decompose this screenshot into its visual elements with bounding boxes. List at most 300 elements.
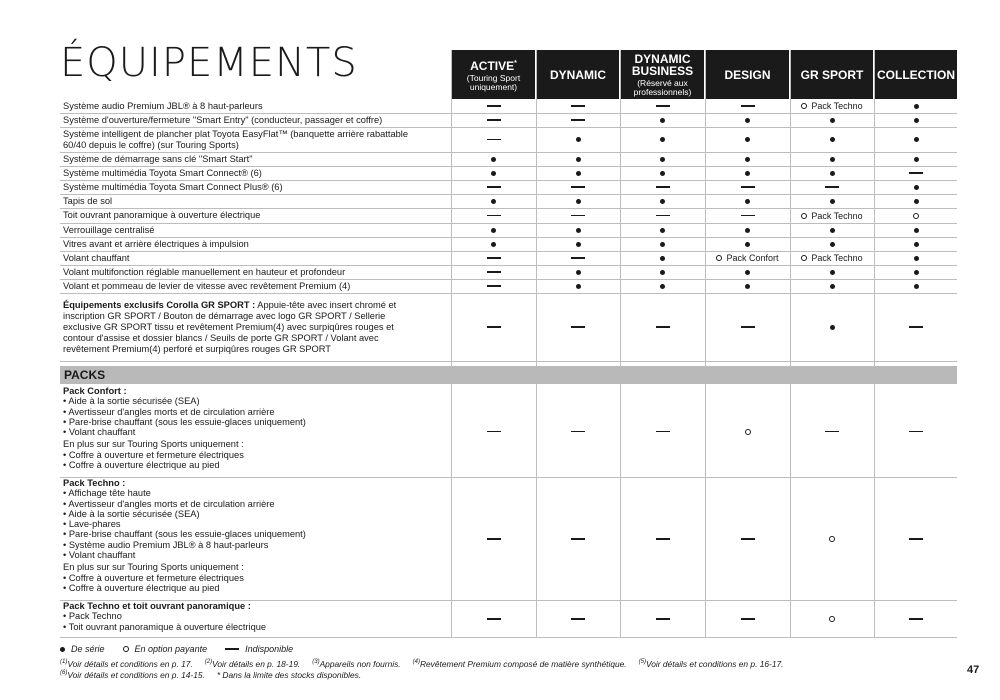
- dash-icon: [571, 618, 585, 620]
- filled-dot-icon: [745, 284, 750, 289]
- filled-dot-icon: [576, 270, 581, 275]
- filled-dot-icon: [914, 199, 919, 204]
- column-header: [791, 50, 873, 99]
- filled-dot-icon: [745, 157, 750, 162]
- dash-icon: [487, 186, 501, 188]
- dash-icon: [825, 186, 839, 188]
- column-header: [706, 50, 789, 99]
- column-name: [724, 69, 770, 81]
- table-cell: [706, 386, 789, 477]
- table-cell: [791, 127, 873, 152]
- dash-icon: [571, 538, 585, 540]
- dash-icon: [487, 105, 501, 107]
- dash-icon: [487, 326, 501, 328]
- table-cell: [621, 113, 704, 127]
- ring-icon: [123, 646, 129, 652]
- pack-title: Pack Techno :: [63, 478, 126, 488]
- filled-dot-icon: [745, 118, 750, 123]
- filled-dot-icon: [830, 325, 835, 330]
- pack-item: • Système audio Premium JBL® à 8 haut-parleurs: [63, 539, 269, 550]
- dash-icon: [487, 139, 501, 141]
- pack-row: [60, 478, 957, 601]
- table-cell: [706, 265, 789, 279]
- option-label: [801, 253, 862, 263]
- dash-icon: [741, 105, 755, 107]
- row-label: [63, 127, 423, 152]
- footnotes-line: [60, 670, 373, 680]
- table-cell: [875, 265, 957, 279]
- filled-dot-icon: [576, 199, 581, 204]
- dash-icon: [656, 326, 670, 328]
- dash-icon: [571, 119, 585, 121]
- table-cell: [537, 127, 619, 152]
- table-cell: [791, 293, 873, 361]
- pack-extra-title: En plus sur sur Touring Sports uniquement :: [63, 562, 244, 573]
- table-cell: [537, 113, 619, 127]
- table-cell: [452, 293, 535, 361]
- footnote-number: (4): [412, 659, 420, 666]
- pack-item: • Avertisseur d'angles morts et de circulation arrière: [63, 498, 275, 509]
- ring-icon: [716, 255, 722, 261]
- filled-dot-icon: [745, 137, 750, 142]
- pack-item: • Toit ouvrant panoramique à ouverture électrique: [63, 621, 267, 632]
- footnote-number: (1): [60, 659, 68, 666]
- filled-dot-icon: [745, 228, 750, 233]
- footnote-number: (3): [312, 659, 320, 666]
- table-cell: [791, 152, 873, 166]
- column-header: [621, 50, 704, 99]
- row-label: [63, 251, 423, 265]
- row-label: [63, 166, 423, 180]
- filled-dot-icon: [660, 157, 665, 162]
- dash-icon: [909, 618, 923, 620]
- table-cell: [875, 386, 957, 477]
- pack-extra-item: • Coffre à ouverture et fermeture électriques: [63, 572, 244, 583]
- ring-icon: [829, 616, 835, 622]
- table-cell: [706, 113, 789, 127]
- filled-dot-icon: [491, 199, 496, 204]
- filled-dot-icon: [914, 270, 919, 275]
- table-cell: [537, 279, 619, 293]
- table-cell: [875, 166, 957, 180]
- ring-icon: [801, 103, 807, 109]
- table-cell: [621, 152, 704, 166]
- row-label-text: Verrouillage centralisé: [63, 224, 155, 235]
- row-label: [63, 265, 423, 279]
- table-cell: [537, 194, 619, 208]
- column-subtitle: (Réservé aux professionnels): [633, 77, 692, 97]
- table-row: [60, 127, 957, 153]
- row-label: [63, 152, 423, 166]
- dash-icon: [225, 648, 239, 650]
- filled-dot-icon: [660, 199, 665, 204]
- table-cell: [452, 113, 535, 127]
- filled-dot-icon: [660, 137, 665, 142]
- footnote: $^{(2)}$Voir détails en p. 18-19.: [204, 659, 301, 669]
- row-label-bold: Équipements exclusifs Corolla GR SPORT :: [63, 299, 256, 310]
- table-cell: [706, 237, 789, 251]
- filled-dot-icon: [576, 242, 581, 247]
- table-cell: [875, 601, 957, 637]
- row-label-text: Volant et pommeau de levier de vitesse avec revêtement Premium (4): [63, 280, 351, 291]
- table-cell: [537, 99, 619, 113]
- page-number: 47: [967, 664, 980, 676]
- filled-dot-icon: [830, 199, 835, 204]
- table-cell: [452, 223, 535, 237]
- footnote: $^{(4)}$Revêtement Premium composé de matière synthétique.: [412, 659, 627, 669]
- table-row: [60, 265, 957, 280]
- column-name: [550, 69, 606, 81]
- dash-icon: [909, 326, 923, 328]
- column-header: [875, 50, 957, 99]
- table-cell: [875, 293, 957, 361]
- table-row: [60, 279, 957, 294]
- pack-extra-item: • Coffre à ouverture électrique au pied: [63, 582, 220, 593]
- dash-icon: [571, 257, 585, 259]
- table-cell: [621, 386, 704, 477]
- pack-item: • Pack Techno: [63, 611, 122, 622]
- table-cell: [452, 386, 535, 477]
- pack-item: • Aide à la sortie sécurisée (SEA): [63, 396, 200, 407]
- table-cell: [452, 251, 535, 265]
- table-cell: [621, 208, 704, 223]
- table-cell: [791, 113, 873, 127]
- table-cell: [621, 223, 704, 237]
- dash-icon: [656, 538, 670, 540]
- pack-row: [60, 386, 957, 478]
- column-name-text: ACTIVE: [470, 58, 515, 73]
- table-cell: [621, 265, 704, 279]
- table-cell: [537, 251, 619, 265]
- dash-icon: [741, 618, 755, 620]
- table-cell: [537, 478, 619, 600]
- column-name-text: DYNAMIC BUSINESS: [631, 51, 694, 78]
- table-cell: [706, 601, 789, 637]
- table-row: [60, 237, 957, 252]
- ring-icon: [801, 213, 807, 219]
- table-row: [60, 180, 957, 195]
- filled-dot-icon: [914, 242, 919, 247]
- filled-dot-icon: [745, 242, 750, 247]
- filled-dot-icon: [576, 284, 581, 289]
- pack-item: • Volant chauffant: [63, 550, 136, 561]
- table-cell: [875, 208, 957, 223]
- table-cell: [452, 478, 535, 600]
- filled-dot-icon: [745, 199, 750, 204]
- row-label-text: Système multimédia Toyota Smart Connect® (6): [63, 167, 262, 178]
- row-label-text: Équipements exclusifs Corolla GR SPORT : Appuie-tête avec insert chromé et inscription GR SPORT / Bouton de démarrage avec logo GR SPORT / Sellerie exclusive GR SPORT tissu et revêtement Premium(4) avec surpiqûres rouges et contour d'assise et dossier blancs / Seuils de porte GR SPORT / Volant avec revêtement Premium(4) perforé et surpiqûres rouges GR SPORT: [63, 299, 397, 354]
- dash-icon: [571, 105, 585, 107]
- filled-dot-icon: [830, 137, 835, 142]
- table-cell: [875, 478, 957, 600]
- dash-icon: [741, 326, 755, 328]
- filled-dot-icon: [660, 256, 665, 261]
- pack-title: Pack Confort :: [63, 386, 127, 396]
- table-cell: [452, 601, 535, 637]
- table-cell: [621, 601, 704, 637]
- dash-icon: [909, 538, 923, 540]
- table-cell: [621, 99, 704, 113]
- dash-icon: [656, 186, 670, 188]
- table-cell: [791, 279, 873, 293]
- dash-icon: [656, 431, 670, 433]
- row-label-text: Vitres avant et arrière électriques à impulsion: [63, 238, 249, 249]
- table-row: [60, 99, 957, 114]
- option-label: [801, 211, 862, 221]
- table-cell: [452, 265, 535, 279]
- table-row: [60, 223, 957, 238]
- table-cell: [875, 127, 957, 152]
- row-label-text: Système audio Premium JBL® à 8 haut-parleurs: [63, 100, 263, 111]
- filled-dot-icon: [914, 118, 919, 123]
- table-cell: [452, 237, 535, 251]
- pack-item: • Pare-brise chauffant (sous les essuie-glaces uniquement): [63, 529, 306, 540]
- filled-dot-icon: [660, 228, 665, 233]
- row-label-text: Système multimédia Toyota Smart Connect Plus® (6): [63, 181, 283, 192]
- column-name-text: DYNAMIC: [550, 67, 606, 82]
- row-label-text: Volant chauffant: [63, 252, 130, 263]
- row-label: [63, 180, 423, 194]
- row-label: [63, 194, 423, 208]
- row-label: [63, 113, 423, 127]
- filled-dot-icon: [914, 228, 919, 233]
- filled-dot-icon: [576, 157, 581, 162]
- row-label-text: Système intelligent de plancher plat Toyota EasyFlat™ (banquette arrière rabattable 60/40 depuis le coffre) (sur Touring Sports): [63, 128, 409, 150]
- table-cell: [706, 127, 789, 152]
- packs-section-title: PACKS: [64, 368, 106, 382]
- filled-dot-icon: [745, 270, 750, 275]
- table-cell: [875, 180, 957, 194]
- footnote: $^{(1)}$Voir détails et conditions en p. 17.: [60, 659, 193, 669]
- filled-dot-icon: [491, 242, 496, 247]
- dash-icon: [825, 431, 839, 433]
- table-cell: [537, 386, 619, 477]
- table-cell: [452, 194, 535, 208]
- table-cell: [452, 127, 535, 152]
- ring-icon: [913, 213, 919, 219]
- dash-icon: [741, 215, 755, 217]
- table-cell: [452, 180, 535, 194]
- table-cell: [537, 208, 619, 223]
- column-name: [877, 69, 955, 81]
- option-text: Pack Techno: [811, 101, 863, 111]
- row-label-text: Tapis de sol: [63, 195, 113, 206]
- filled-dot-icon: [576, 228, 581, 233]
- column-header: [452, 50, 535, 99]
- dash-icon: [487, 285, 501, 287]
- option-label: [716, 253, 778, 263]
- filled-dot-icon: [830, 157, 835, 162]
- table-cell: [706, 166, 789, 180]
- filled-dot-icon: [660, 242, 665, 247]
- row-label: [63, 279, 423, 293]
- dash-icon: [487, 618, 501, 620]
- dash-icon: [571, 431, 585, 433]
- dash-icon: [487, 271, 501, 273]
- table-cell: [875, 251, 957, 265]
- row-label-text: Système d'ouverture/fermeture "Smart Entry" (conducteur, passager et coffre): [63, 114, 383, 125]
- dash-icon: [487, 538, 501, 540]
- table-cell: [791, 251, 873, 265]
- dash-icon: [656, 215, 670, 217]
- option-text: Pack Techno: [811, 210, 863, 221]
- column-sup: *: [514, 59, 517, 67]
- table-cell: [452, 208, 535, 223]
- pack-extra-item: • Coffre à ouverture et fermeture électriques: [63, 449, 244, 460]
- dash-icon: [571, 215, 585, 217]
- pack-extra-item: • Coffre à ouverture électrique au pied: [63, 460, 220, 471]
- filled-dot-icon: [660, 171, 665, 176]
- dash-icon: [487, 119, 501, 121]
- dash-icon: [487, 215, 501, 217]
- table-cell: [791, 208, 873, 223]
- packs-section-header: [60, 366, 957, 384]
- table-cell: [621, 127, 704, 152]
- ring-icon: [801, 255, 807, 261]
- column-name-text: COLLECTION: [877, 67, 955, 82]
- filled-dot-icon: [914, 256, 919, 261]
- table-cell: [621, 279, 704, 293]
- table-cell: [537, 601, 619, 637]
- table-cell: [791, 194, 873, 208]
- table-row: [60, 208, 957, 224]
- pack-item: • Lave-phares: [63, 519, 121, 530]
- column-subtitle: (Touring Sport uniquement): [466, 72, 521, 92]
- row-label: [63, 293, 423, 361]
- option-text: Pack Techno: [811, 253, 863, 263]
- filled-dot-icon: [914, 185, 919, 190]
- filled-dot-icon: [491, 157, 496, 162]
- filled-dot-icon: [660, 270, 665, 275]
- legend-indispo: Indisponible: [245, 644, 294, 654]
- filled-dot-icon: [60, 647, 65, 652]
- pack-title: Pack Techno et toit ouvrant panoramique :: [63, 601, 251, 611]
- table-cell: [875, 223, 957, 237]
- table-cell: [706, 279, 789, 293]
- table-cell: [791, 478, 873, 600]
- table-row: [60, 293, 957, 362]
- legend: [60, 644, 293, 654]
- table-row: [60, 113, 957, 128]
- footnote: * Dans la limite des stocks disponibles.: [216, 670, 362, 680]
- table-cell: [791, 237, 873, 251]
- table-cell: [537, 237, 619, 251]
- table-cell: [875, 113, 957, 127]
- table-cell: [791, 265, 873, 279]
- pack-row: [60, 601, 957, 638]
- table-cell: [706, 152, 789, 166]
- table-cell: [537, 152, 619, 166]
- table-cell: [452, 99, 535, 113]
- table-cell: [791, 386, 873, 477]
- column-name: [470, 58, 517, 72]
- legend-option: En option payante: [134, 644, 208, 654]
- row-label-text: Système de démarrage sans clé "Smart Start": [63, 153, 253, 164]
- table-cell: [875, 237, 957, 251]
- table-cell: [706, 293, 789, 361]
- row-label: [63, 208, 423, 223]
- pack-item: • Volant chauffant: [63, 427, 136, 438]
- dash-icon: [909, 431, 923, 433]
- table-cell: [875, 279, 957, 293]
- row-label-text: Volant multifonction réglable manuellement en hauteur et profondeur: [63, 266, 346, 277]
- dash-icon: [741, 186, 755, 188]
- table-cell: [621, 293, 704, 361]
- pack-item: • Pare-brise chauffant (sous les essuie-glaces uniquement): [63, 416, 306, 427]
- page-title: ÉQUIPEMENTS: [60, 40, 358, 86]
- table-cell: [706, 194, 789, 208]
- filled-dot-icon: [830, 242, 835, 247]
- table-cell: [452, 166, 535, 180]
- ring-icon: [745, 429, 751, 435]
- filled-dot-icon: [660, 118, 665, 123]
- filled-dot-icon: [830, 228, 835, 233]
- dash-icon: [571, 326, 585, 328]
- filled-dot-icon: [830, 284, 835, 289]
- footnote: $^{(6)}$Voir détails et conditions en p. 14-15.: [60, 670, 205, 680]
- table-row: [60, 152, 957, 167]
- table-cell: [537, 180, 619, 194]
- column-name: [632, 53, 693, 77]
- column-name-text: DESIGN: [724, 67, 771, 82]
- table-cell: [537, 223, 619, 237]
- table-cell: [706, 99, 789, 113]
- row-label: [63, 237, 423, 251]
- filled-dot-icon: [914, 104, 919, 109]
- filled-dot-icon: [914, 157, 919, 162]
- filled-dot-icon: [576, 137, 581, 142]
- table-cell: [791, 601, 873, 637]
- pack-extra-title: En plus sur sur Touring Sports uniquement :: [63, 439, 244, 450]
- footnotes-line: [60, 659, 795, 669]
- column-name: [801, 69, 864, 81]
- table-cell: [621, 251, 704, 265]
- legend-serie: De série: [71, 644, 105, 654]
- dash-icon: [656, 105, 670, 107]
- filled-dot-icon: [830, 270, 835, 275]
- table-cell: [706, 251, 789, 265]
- filled-dot-icon: [491, 171, 496, 176]
- table-cell: [621, 194, 704, 208]
- filled-dot-icon: [660, 284, 665, 289]
- dash-icon: [741, 538, 755, 540]
- dash-icon: [487, 431, 501, 433]
- pack-item: • Aide à la sortie sécurisée (SEA): [63, 508, 200, 519]
- pack-item: • Affichage tête haute: [63, 488, 151, 499]
- table-cell: [706, 478, 789, 600]
- filled-dot-icon: [491, 228, 496, 233]
- filled-dot-icon: [830, 118, 835, 123]
- option-label: [801, 101, 862, 111]
- filled-dot-icon: [830, 171, 835, 176]
- row-label-text: Toit ouvrant panoramique à ouverture électrique: [63, 210, 261, 220]
- filled-dot-icon: [914, 137, 919, 142]
- table-cell: [537, 293, 619, 361]
- footnote: $^{(5)}$Voir détails et conditions en p. 16-17.: [638, 659, 784, 669]
- table-cell: [875, 152, 957, 166]
- footnote-number: (6): [60, 670, 68, 677]
- filled-dot-icon: [576, 171, 581, 176]
- table-cell: [706, 223, 789, 237]
- row-label: [63, 223, 423, 237]
- footnote-number: (2): [204, 659, 213, 666]
- table-cell: [791, 166, 873, 180]
- table-cell: [791, 99, 873, 113]
- table-cell: [621, 478, 704, 600]
- table-cell: [452, 152, 535, 166]
- column-header: [537, 50, 619, 99]
- dash-icon: [656, 618, 670, 620]
